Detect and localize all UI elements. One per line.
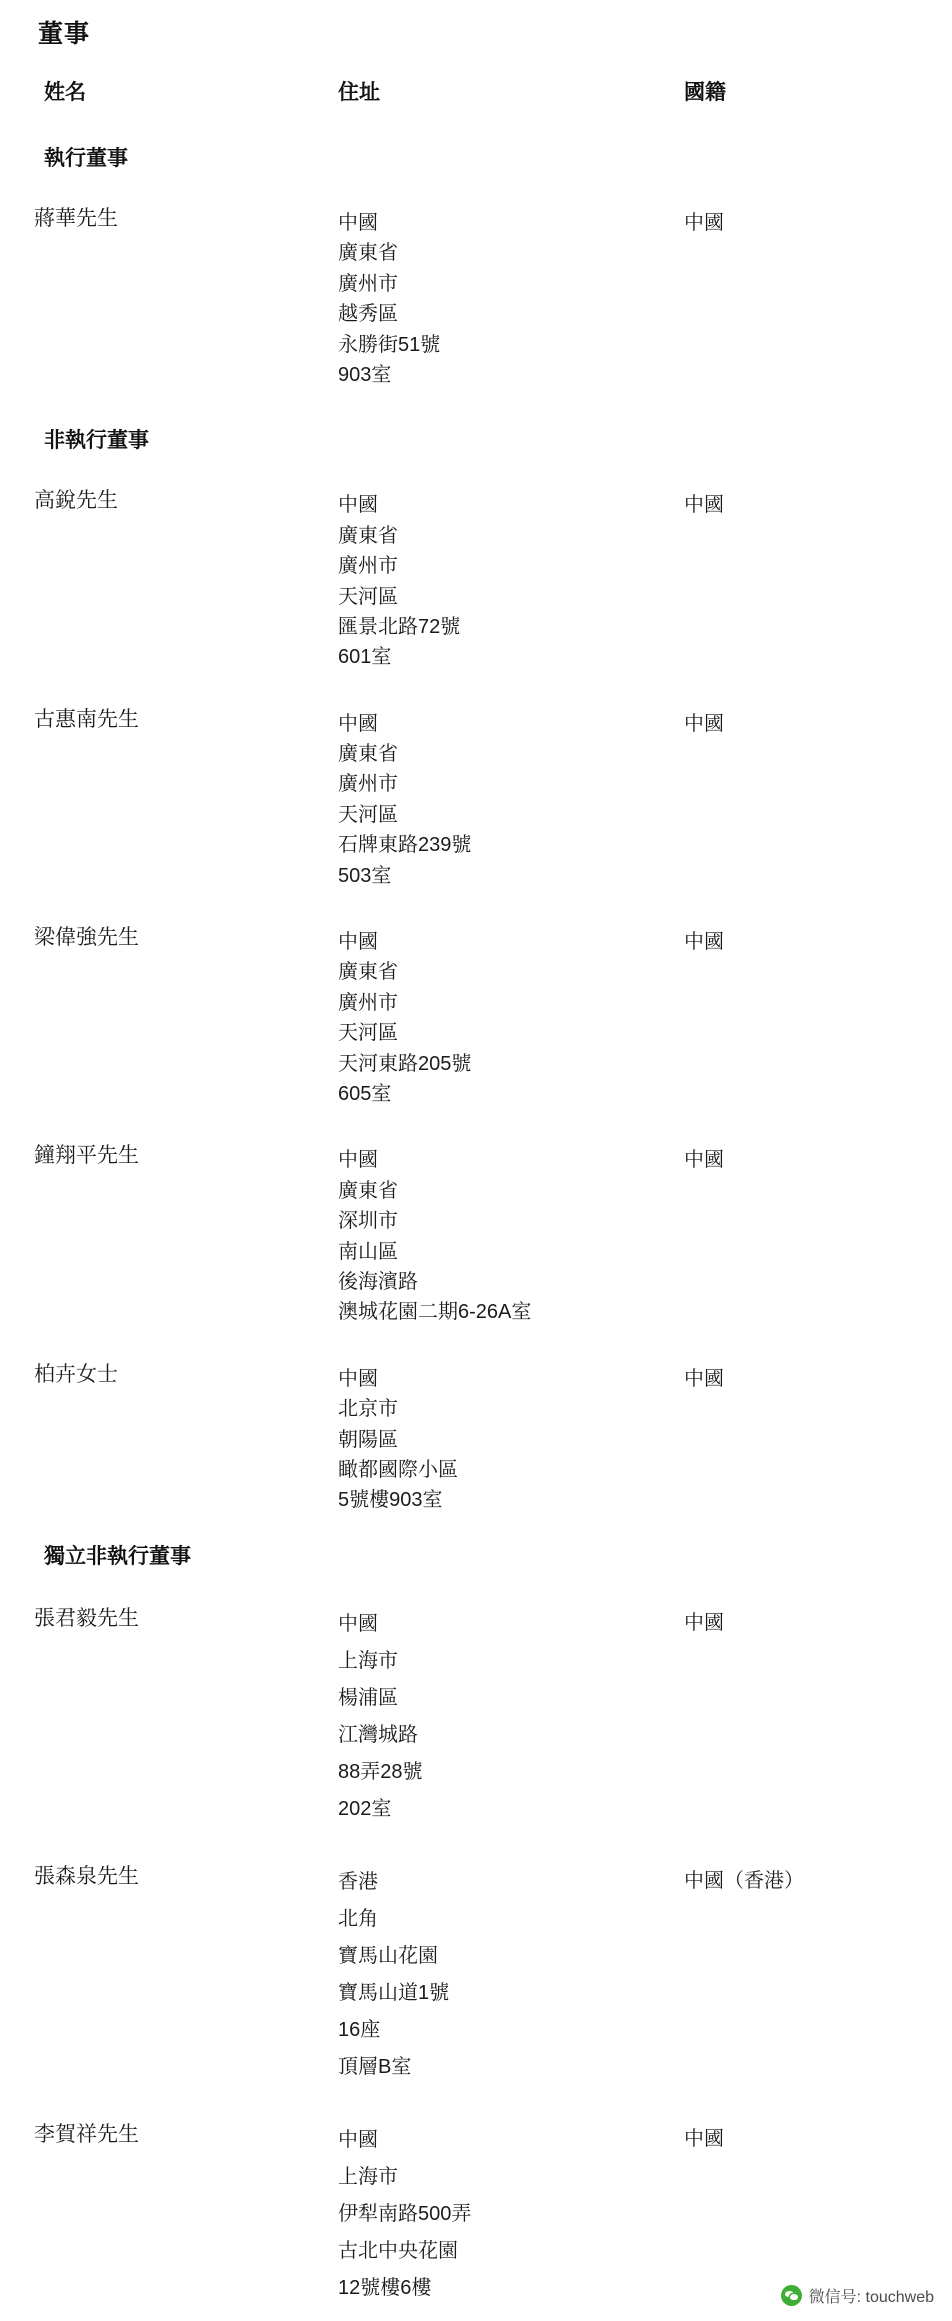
director-name: 高銳先生 bbox=[34, 489, 118, 513]
address-line: 天河區 bbox=[338, 585, 398, 608]
address-line: 寶馬山道1號 bbox=[338, 1981, 450, 2004]
address-line: 16座 bbox=[338, 2018, 381, 2041]
address-line: 香港 bbox=[338, 1870, 378, 1893]
address-line: 天河區 bbox=[338, 803, 398, 826]
table-row bbox=[0, 1123, 952, 1341]
address-line: 深圳市 bbox=[338, 1210, 398, 1233]
director-address bbox=[330, 1123, 670, 1341]
director-address bbox=[330, 186, 670, 404]
director-address bbox=[330, 905, 670, 1123]
address-line: 瞰都國際小區 bbox=[338, 1458, 458, 1481]
address-line: 廣東省 bbox=[338, 743, 398, 766]
section-heading-row bbox=[0, 404, 952, 468]
director-nationality: 中國 bbox=[684, 2127, 724, 2150]
address-line: 12號樓6樓 bbox=[338, 2276, 432, 2299]
address-line: 寶馬山花園 bbox=[338, 1944, 438, 1967]
address-line: 江灣城路 bbox=[338, 1723, 418, 1746]
address-line: 永勝街51號 bbox=[338, 333, 441, 356]
address-line: 石牌東路239號 bbox=[338, 834, 472, 857]
address-line: 匯景北路72號 bbox=[338, 615, 461, 638]
address-line: 頂層B室 bbox=[338, 2055, 412, 2078]
director-address bbox=[330, 1342, 670, 1530]
watermark bbox=[781, 2284, 934, 2307]
address-line: 廣州市 bbox=[338, 555, 398, 578]
director-nationality: 中國 bbox=[684, 1149, 724, 1172]
address-line: 中國 bbox=[338, 494, 378, 517]
director-name: 張君毅先生 bbox=[34, 1606, 139, 1630]
address-line: 中國 bbox=[338, 931, 378, 954]
director-name: 柏卉女士 bbox=[34, 1362, 118, 1386]
address-line: 中國 bbox=[338, 1149, 378, 1172]
address-line: 601室 bbox=[338, 646, 392, 669]
director-name: 蔣華先生 bbox=[34, 207, 118, 230]
director-nationality: 中國 bbox=[684, 1611, 724, 1634]
director-nationality: 中國 bbox=[684, 712, 724, 735]
director-address bbox=[330, 1584, 670, 1842]
address-line: 南山區 bbox=[338, 1240, 398, 1263]
address-line: 北京市 bbox=[338, 1398, 398, 1421]
wechat-icon bbox=[781, 2285, 802, 2306]
address-line: 上海市 bbox=[338, 1649, 398, 1672]
address-line: 天河東路205號 bbox=[338, 1052, 472, 1075]
column-header-name: 姓名 bbox=[44, 81, 86, 104]
address-line: 中國 bbox=[338, 712, 378, 735]
address-line: 廣東省 bbox=[338, 961, 398, 984]
director-nationality: 中國 bbox=[684, 1367, 724, 1390]
director-name: 梁偉強先生 bbox=[34, 926, 139, 950]
address-line: 中國 bbox=[338, 1612, 378, 1635]
director-nationality: 中國 bbox=[684, 212, 724, 234]
address-line: 後海濱路 bbox=[338, 1270, 418, 1293]
director-address bbox=[330, 1842, 670, 2100]
section-heading-independent-non-executive: 獨立非執行董事 bbox=[44, 1544, 191, 1568]
section-heading-executive: 執行董事 bbox=[44, 147, 128, 170]
address-line: 天河區 bbox=[338, 1022, 398, 1045]
address-line: 5號樓903室 bbox=[338, 1489, 443, 1512]
director-name: 張森泉先生 bbox=[34, 1864, 139, 1888]
column-header-nationality: 國籍 bbox=[684, 81, 726, 104]
address-line: 廣東省 bbox=[338, 524, 398, 547]
address-line: 上海市 bbox=[338, 2165, 398, 2188]
address-line: 903室 bbox=[338, 363, 392, 386]
address-line: 廣州市 bbox=[338, 272, 398, 295]
director-nationality: 中國 bbox=[684, 494, 724, 517]
address-line: 88弄28號 bbox=[338, 1760, 423, 1783]
address-line: 中國 bbox=[338, 2128, 378, 2151]
address-line: 古北中央花園 bbox=[338, 2239, 458, 2262]
address-line: 越秀區 bbox=[338, 303, 398, 326]
table-row bbox=[0, 186, 952, 404]
address-line: 605室 bbox=[338, 1082, 392, 1105]
table-row bbox=[0, 468, 952, 686]
table-row bbox=[0, 905, 952, 1123]
director-nationality: 中國 bbox=[684, 931, 724, 954]
section-heading-row bbox=[0, 122, 952, 186]
table-row bbox=[0, 1342, 952, 1530]
address-line: 廣東省 bbox=[338, 1179, 398, 1202]
address-line: 伊犁南路500弄 bbox=[338, 2202, 472, 2225]
table-row bbox=[0, 687, 952, 905]
table-row bbox=[0, 1584, 952, 1842]
address-line: 中國 bbox=[338, 1367, 378, 1390]
address-line: 朝陽區 bbox=[338, 1428, 398, 1451]
directors-table bbox=[0, 76, 952, 2321]
director-address bbox=[330, 2100, 670, 2321]
page-title: 董事 bbox=[38, 20, 91, 48]
section-heading-row bbox=[0, 1530, 952, 1584]
address-line: 北角 bbox=[338, 1907, 378, 1930]
director-address bbox=[330, 468, 670, 686]
director-name: 鐘翔平先生 bbox=[34, 1144, 139, 1168]
address-line: 楊浦區 bbox=[338, 1686, 398, 1709]
address-line: 廣東省 bbox=[338, 242, 398, 265]
address-line: 202室 bbox=[338, 1797, 392, 1820]
director-nationality: 中國（香港） bbox=[684, 1869, 804, 1892]
table-row bbox=[0, 1842, 952, 2100]
address-line: 中國 bbox=[338, 212, 378, 234]
director-name: 李賀祥先生 bbox=[34, 2122, 139, 2146]
director-address bbox=[330, 687, 670, 905]
address-line: 廣州市 bbox=[338, 773, 398, 796]
address-line: 澳城花園二期6-26A室 bbox=[338, 1301, 532, 1324]
table-header bbox=[0, 76, 952, 122]
address-line: 503室 bbox=[338, 864, 392, 887]
column-header-address: 住址 bbox=[338, 81, 380, 104]
director-name: 古惠南先生 bbox=[34, 707, 139, 731]
address-line: 廣州市 bbox=[338, 991, 398, 1014]
watermark-label: 微信号: touchweb bbox=[808, 2288, 934, 2306]
section-heading-non-executive: 非執行董事 bbox=[44, 429, 149, 453]
